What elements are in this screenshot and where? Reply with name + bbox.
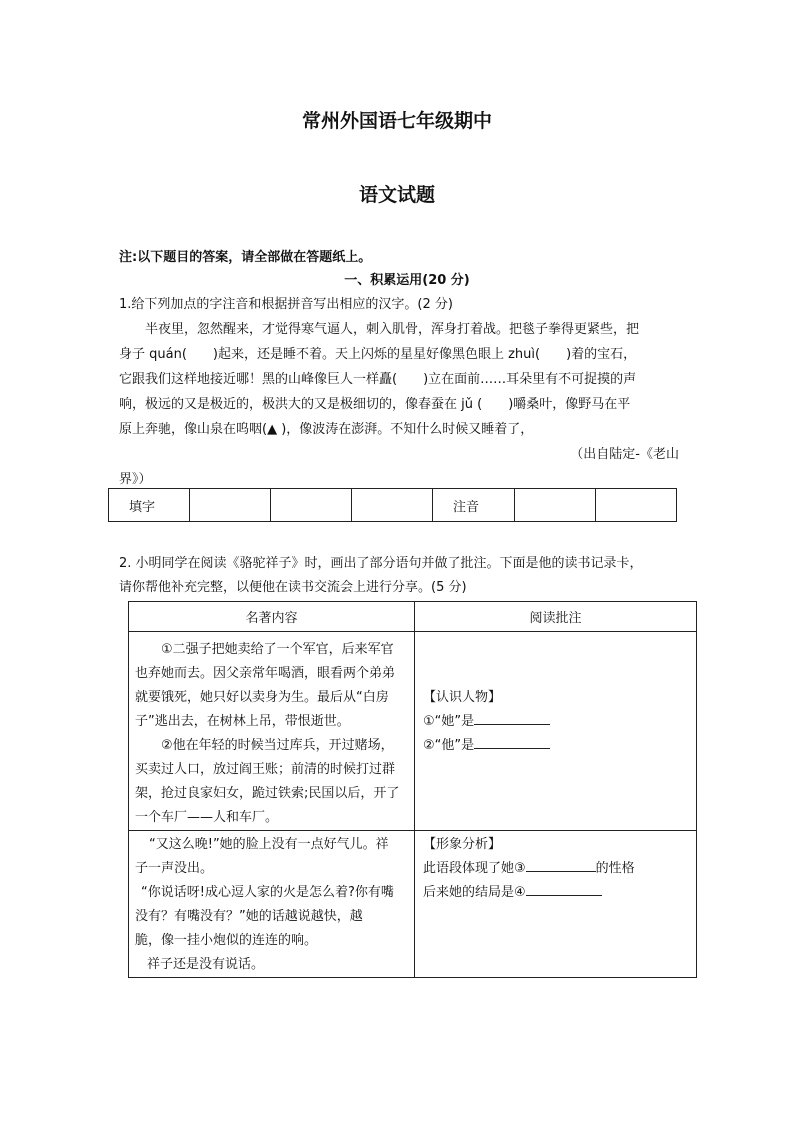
note-cell — [415, 831, 697, 978]
answer-notice: 注:以下题目的答案，请全部做在答题纸上。 — [119, 250, 372, 265]
content-cell — [129, 831, 415, 978]
content-line: 架，抢过良家妇女，跪过铁索;民国以后，开了 — [135, 786, 400, 801]
note-heading: 【认识人物】 — [423, 690, 502, 705]
fill-label-cell: 填字 — [109, 489, 190, 522]
reading-record-table — [128, 601, 697, 978]
exam-title: 常州外国语七年级期中 — [301, 110, 492, 132]
pinyin-label-cell: 注音 — [433, 489, 515, 522]
passage-source: （出自陆定-《老山 — [570, 447, 679, 462]
passage-line: 它跟我们这样地接近哪！黑的山峰像巨人一样矗( )立在面前……耳朵里有不可捉摸的声 — [119, 372, 637, 387]
fill-answer-cell[interactable] — [351, 489, 432, 522]
answer-blank[interactable] — [474, 710, 550, 725]
answer-blank[interactable] — [474, 734, 550, 749]
content-line: 子一声没出。 — [135, 861, 214, 876]
col-header-notes: 阅读批注 — [415, 602, 697, 632]
q2-prompt — [119, 552, 684, 600]
q1-prompt: 1.给下列加点的字注音和根据拼音写出相应的汉字。(2 分) — [119, 297, 453, 312]
note-line: 此语段体现了她③ 的性格 — [423, 857, 692, 881]
note-heading: 【形象分析】 — [423, 837, 502, 852]
passage-line: 身子 quán( )起来，还是睡不着。天上闪烁的星星好像黑色眼上 zhuì( )着的宝石， — [119, 347, 637, 362]
answer-blank[interactable] — [526, 881, 602, 896]
content-line: 没有？有嘴没有？”她的话越说越快，越 — [135, 909, 363, 924]
content-line: 一个车厂——人和车厂。 — [135, 810, 279, 825]
q2-prompt-line: 请你帮他补充完整，以便他在读书交流会上进行分享。(5 分) — [119, 580, 467, 595]
content-line: 就要饿死，她只好以卖身为生。最后从“白房 — [135, 690, 389, 705]
q1-answer-table — [108, 488, 677, 522]
content-line: ②他在年轻的时候当过库兵，开过赌场， — [161, 738, 394, 753]
content-line: 也弃她而去。因父亲常年喝酒，眼看两个弟弟 — [135, 666, 396, 681]
q2-prompt-line: 2. 小明同学在阅读《骆驼祥子》时，画出了部分语句并做了批注。下面是他的读书记录卡， — [119, 556, 643, 571]
note-cell — [415, 632, 697, 831]
section-heading: 一、积累运用(20 分) — [344, 273, 470, 288]
passage-line: 响，极远的又是极近的，极洪大的又是极细切的，像春蚕在 jǔ ( )嚼桑叶，像野马在平 — [119, 397, 631, 412]
note-line: ①“她”是 — [423, 710, 692, 734]
note-line: 后来她的结局是④ — [423, 881, 692, 905]
fill-answer-cell[interactable] — [270, 489, 351, 522]
content-cell — [129, 632, 415, 831]
pinyin-answer-cell[interactable] — [514, 489, 595, 522]
content-line: “又这么晚!”她的脸上没有一点好气儿。祥 — [149, 837, 389, 852]
note-line: ②“他”是 — [423, 734, 692, 758]
q1-passage — [119, 317, 679, 492]
content-line: ①二强子把她卖给了一个军官，后来军官 — [161, 642, 394, 657]
passage-line: 原上奔驰，像山泉在呜咽(▲ )，像波涛在澎湃。不知什么时候又睡着了， — [119, 422, 534, 437]
exam-subtitle: 语文试题 — [358, 184, 435, 206]
content-line: 脆，像一挂小炮似的连连的响。 — [135, 933, 318, 948]
passage-source-end: 界》） — [119, 472, 152, 487]
content-line: 子”逃出去，在树林上吊，带恨逝世。 — [135, 714, 350, 729]
answer-blank[interactable] — [526, 857, 596, 872]
content-line: “你说话呀!成心逗人家的火是怎么着?你有嘴 — [141, 885, 394, 900]
content-line: 买卖过人口，放过阎王账；前清的时候打过群 — [135, 762, 396, 777]
passage-line: 半夜里，忽然醒来，才觉得寒气逼人，刺入肌骨，浑身打着战。把毯子拳得更紧些，把 — [145, 322, 640, 337]
fill-answer-cell[interactable] — [189, 489, 270, 522]
col-header-content: 名著内容 — [129, 602, 415, 632]
content-line: 祥子还是没有说话。 — [147, 957, 265, 972]
pinyin-answer-cell[interactable] — [595, 489, 676, 522]
